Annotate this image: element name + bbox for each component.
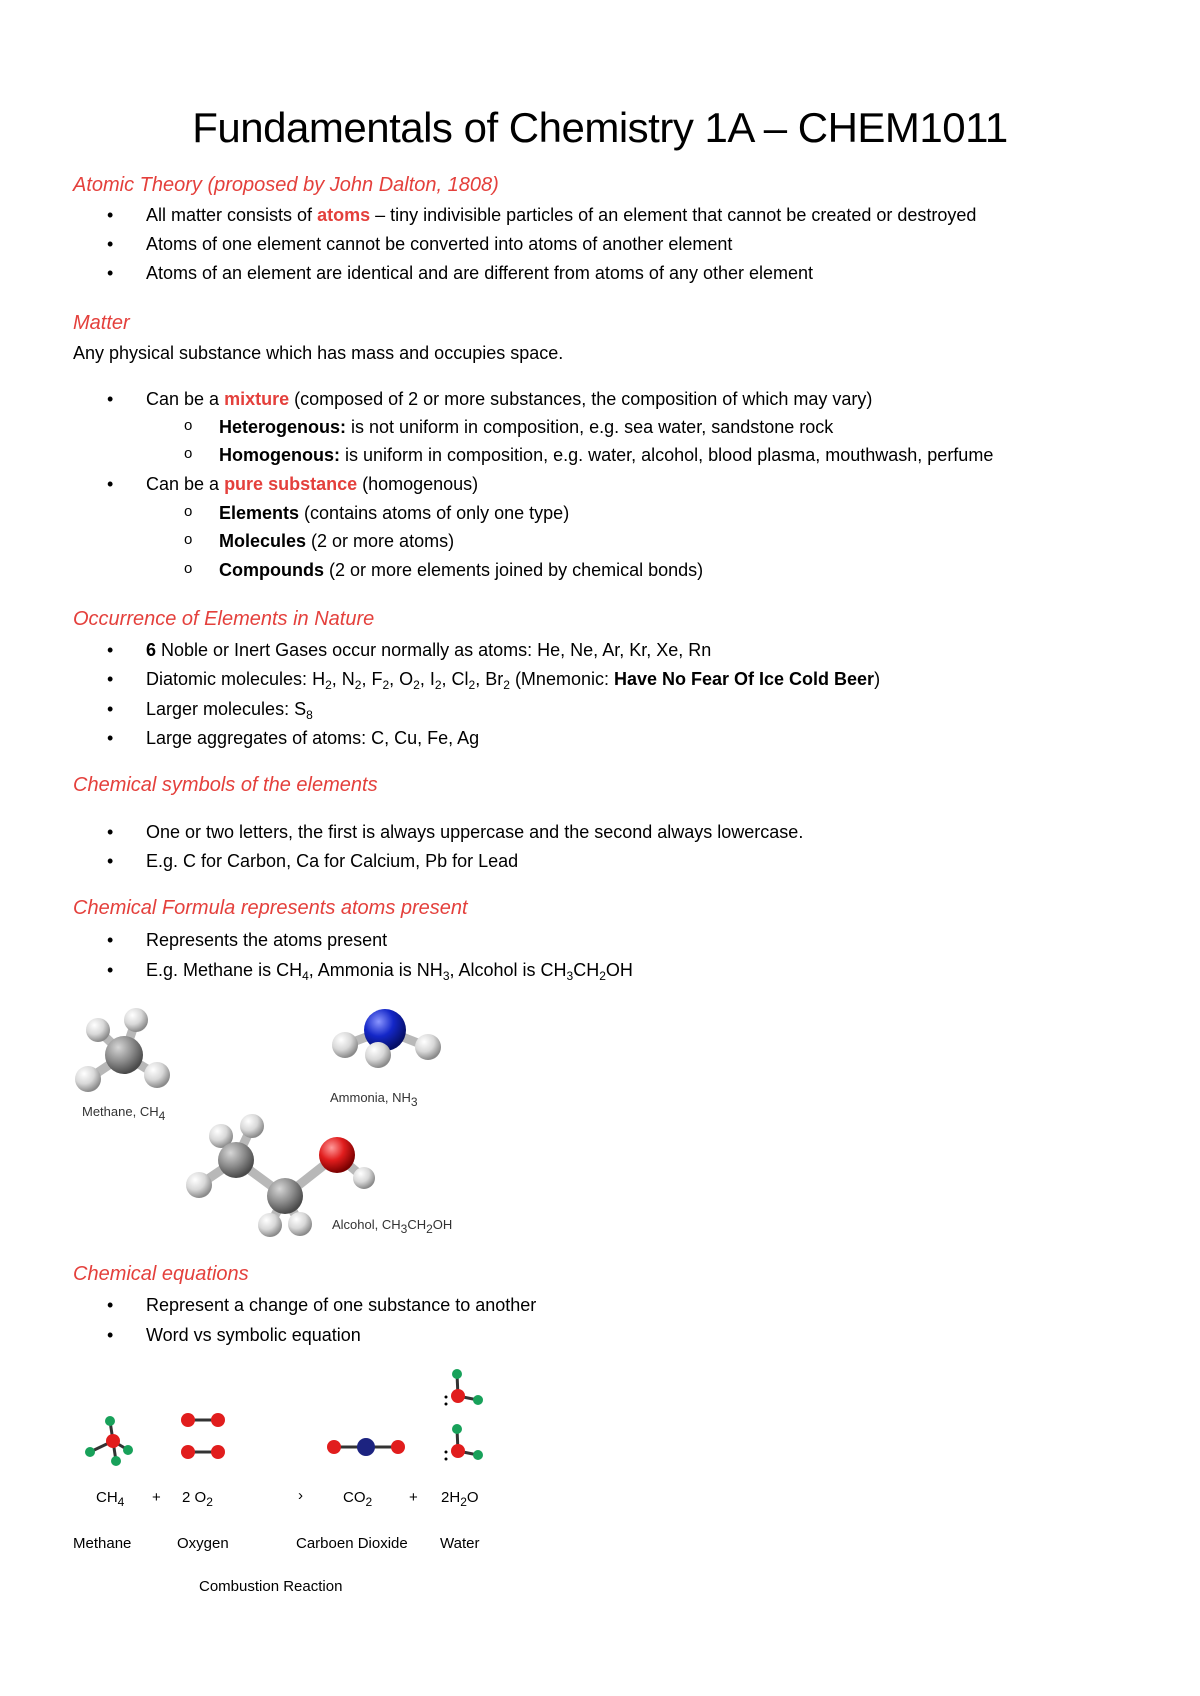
ch4-model xyxy=(85,1416,133,1466)
eq-co2: $CO_2$ xyxy=(343,1489,373,1509)
eq-plus-1: + xyxy=(152,1489,161,1506)
list-item: • Larger molecules: $S_8$ xyxy=(0,697,880,726)
ammonia-label: Ammonia, $NH_3$ xyxy=(330,1090,418,1109)
eq-name-water: Water xyxy=(440,1535,480,1552)
list-item: • E.g. Methane is $CH_4$, Ammonia is $NH_3$, Alcohol is $CH_3CH_2OH$ xyxy=(0,958,633,988)
list-item: • Word vs symbolic equation xyxy=(0,1323,536,1353)
occurrence-heading: Occurrence of Elements in Nature xyxy=(73,608,375,630)
list-item: • Large aggregates of atoms: C, Cu, Fe, Ag xyxy=(0,726,880,755)
reaction-caption: Combustion Reaction xyxy=(199,1578,343,1595)
matter-definition: Any physical substance which has mass and occupies space. xyxy=(73,343,564,363)
matter-heading: Matter xyxy=(73,312,130,334)
list-item: • Atoms of an element are identical and are different from atoms of any other element xyxy=(0,261,976,290)
list-item: o Molecules (2 or more atoms) xyxy=(0,529,993,558)
formula-heading: Chemical Formula represents atoms present xyxy=(73,897,468,919)
list-item: • Atoms of one element cannot be converted into atoms of another element xyxy=(0,232,976,261)
eq-ch4: $CH_4$ xyxy=(96,1489,125,1509)
list-item: • Represent a change of one substance to another xyxy=(0,1293,536,1323)
list-item: o Elements (contains atoms of only one type) xyxy=(0,501,993,529)
methane-label: Methane, $CH_4$ xyxy=(82,1104,166,1123)
eq-name-co2: Carboen Dioxide xyxy=(296,1535,408,1552)
eq-o2: 2 $O_2$ xyxy=(182,1489,213,1509)
eq-h2o: $2H_2O$ xyxy=(441,1489,479,1509)
list-item: • All matter consists of atoms – tiny indivisible particles of an element that cannot be created or destroyed xyxy=(0,203,976,232)
list-item: o Homogenous: is uniform in composition, e.g. water, alcohol, blood plasma, mouthwash, perfume xyxy=(0,443,993,472)
symbols-heading: Chemical symbols of the elements xyxy=(73,774,378,796)
o2-models xyxy=(181,1413,225,1459)
eq-arrow: › xyxy=(298,1487,303,1504)
co2-model xyxy=(327,1438,405,1456)
list-item: o Heterogenous: is not uniform in composition, e.g. sea water, sandstone rock xyxy=(0,415,993,443)
list-item: • Can be a mixture (composed of 2 or more substances, the composition of which may vary) xyxy=(0,387,993,415)
page-title: Fundamentals of Chemistry 1A – CHEM1011 xyxy=(192,104,1008,151)
list-item: • E.g. C for Carbon, Ca for Calcium, Pb for Lead xyxy=(0,849,803,878)
alcohol-label: Alcohol, $CH_3CH_2OH$ xyxy=(332,1217,453,1236)
eq-name-oxygen: Oxygen xyxy=(177,1535,229,1552)
equations-heading: Chemical equations xyxy=(73,1263,249,1285)
atomic-theory-heading: Atomic Theory (proposed by John Dalton, 1808) xyxy=(73,174,499,196)
list-item: • Can be a pure substance (homogenous) xyxy=(0,472,993,501)
eq-name-methane: Methane xyxy=(73,1535,132,1552)
list-item: • Diatomic molecules: $H_2$, $N_2$, $F_2$, $O_2$, $I_2$, $Cl_2$, $Br_2$ (Mnemonic: Have No Fear Of Ice Cold Beer) xyxy=(0,667,880,697)
list-item: • 6 Noble or Inert Gases occur normally as atoms: He, Ne, Ar, Kr, Xe, Rn xyxy=(0,638,880,667)
list-item: • One or two letters, the first is always uppercase and the second always lowercase. xyxy=(0,820,803,849)
h2o-models xyxy=(445,1369,484,1461)
list-item: • Represents the atoms present xyxy=(0,928,633,958)
list-item: o Compounds (2 or more elements joined by chemical bonds) xyxy=(0,558,993,587)
eq-plus-2: + xyxy=(409,1489,418,1506)
